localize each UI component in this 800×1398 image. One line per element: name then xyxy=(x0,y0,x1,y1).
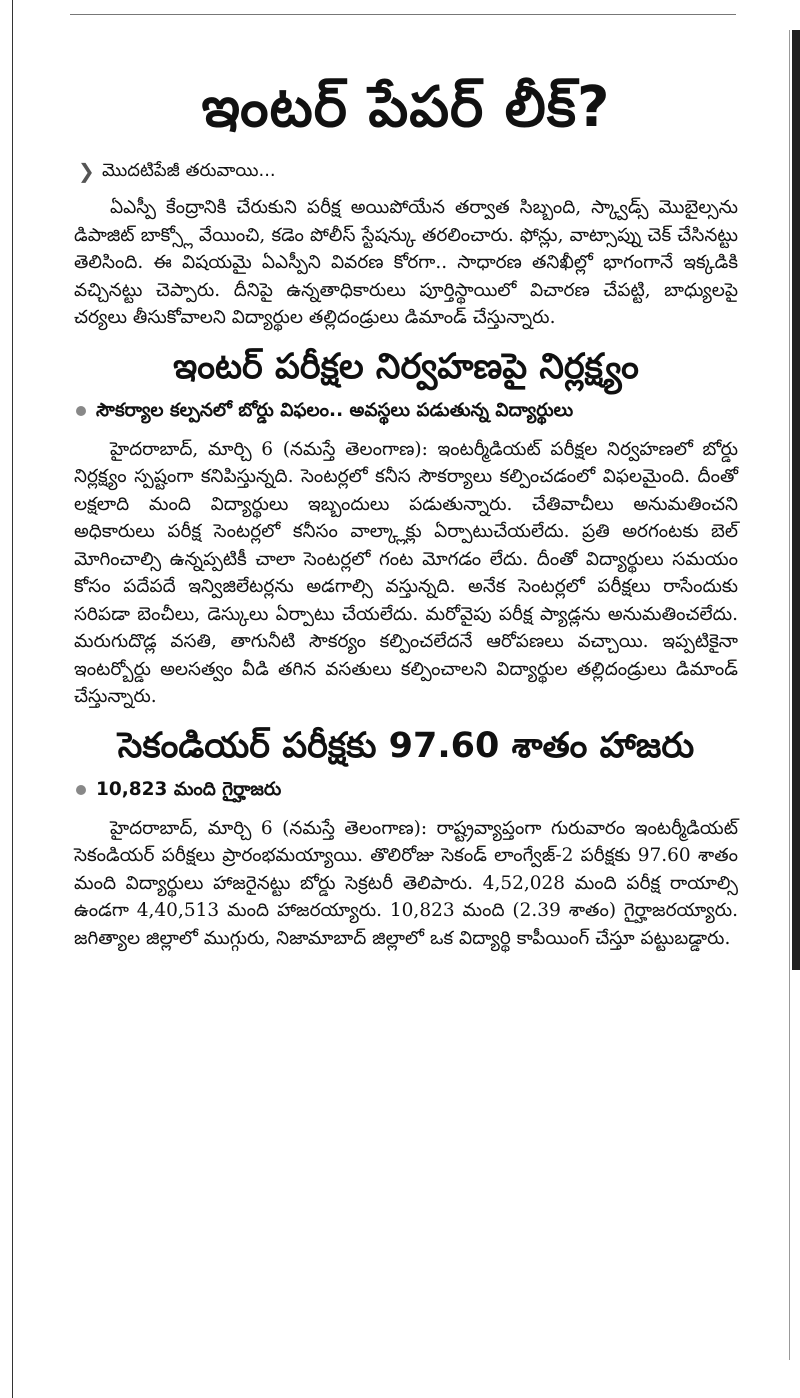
right-column-rule xyxy=(789,30,790,1360)
section-heading-exam-negligence: ఇంటర్ పరీక్షల నిర్వహణపై నిర్లక్ష్యం xyxy=(173,346,639,387)
intro-paragraph: ఏఎస్పీ కేంద్రానికి చేరుకుని పరీక్ష అయిపోయేన తర్వాత సిబ్బంది, స్క్వాడ్స్ మొబైల్సను డిపాజిట్ బాక్స్లో వేయించి, కడెం పోలీస్ స్టేషన్కు తరలించారు. ఫోన్లు, వాట్సాప్ను చెక్ చేసినట్టు తెలిసింది. ఈ విషయమై ఏఎస్పీని వివరణ కోరగా.. సాధారణ తనిఖీల్లో భాగంగానే ఇక్కడికి వచ్చినట్టు చెప్పారు. దీనిపై ఉన్నతాధికారులు పూర్తిస్థాయిలో విచారణ చేపట్టి, బాధ్యులపై చర్యలు తీసుకోవాలని విద్యార్థుల తల్లిదండ్రులు డిమాండ్ చేస్తున్నారు. xyxy=(74,197,738,328)
top-rule xyxy=(70,14,736,15)
section-paragraph-negligence: హైదరాబాద్, మార్చి 6 (నమస్తే తెలంగాణ): ఇంటర్మీడియట్ పరీక్షల నిర్వహణలో బోర్డు నిర్లక్ష్యం స్పష్టంగా కనిపిస్తున్నది. సెంటర్లలో కనీస సౌకర్యాలు కల్పించడంలో విఫలమైంది. దీంతో లక్షలాది మంది విద్యార్థులు ఇబ్బందులు పడుతున్నారు. చేతివాచీలు అనుమతించని అధికారులు పరీక్ష సెంటర్లలో కనీసం వాల్క్లాక్లు ఏర్పాటుచేయలేదు. ప్రతి అరగంటకు బెల్ మోగించాల్సి ఉన్నప్పటికీ చాలా సెంటర్లలో గంట మోగడం లేదు. దీంతో విద్యార్థులు సమయం కోసం పదేపదే ఇన్విజిలేటర్లను అడగాల్సి వస్తున్నది. అనేక సెంటర్లలో పరీక్షలు రాసేందుకు సరిపడా బెంచీలు, డెస్కులు ఏర్పాటు చేయలేదు. మరోవైపు పరీక్ష ప్యాడ్లను అనుమతించలేదు. మరుగుదొడ్ల వసతి, తాగునీటి సౌకర్యం కల్పించలేదనే ఆరోపణలు వచ్చాయి. ఇప్పటికైనా ఇంటర్బోర్డు అలసత్వం వీడి తగిన వసతులు కల్పించాలని విద్యార్థుల తల్లిదండ్రులు డిమాండ్ చేస్తున్నారు. xyxy=(74,438,738,707)
bullet-text: 10,823 మంది గైర్హాజరు xyxy=(96,778,282,800)
section-paragraph-attendance: హైదరాబాద్, మార్చి 6 (నమస్తే తెలంగాణ): రాష్ట్రవ్యాప్తంగా గురువారం ఇంటర్మీడియట్ సెకండియర్ పరీక్షలు ప్రారంభమయ్యాయి. తొలిరోజు సెకండ్ లాంగ్వేజ్-2 పరీక్షకు 97.60 శాతం మంది విద్యార్థులు హాజరైనట్టు బోర్డు సెక్రటరీ తెలిపారు. 4,52,028 మంది పరీక్ష రాయాల్సి ఉండగా 4,40,513 మంది హాజరయ్యారు. 10,823 మంది (2.39 శాతం) గైర్హాజరయ్యారు. జగిత్యాల జిల్లాలో ముగ్గురు, నిజామాబాద్ జిల్లాలో ఒక విద్యార్థి కాపీయింగ్ చేస్తూ పట్టుబడ్డారు. xyxy=(74,817,738,949)
news-article xyxy=(74,30,738,952)
continued-label: మొదటిపేజీ తరువాయి... xyxy=(102,160,276,181)
bullet-text: సౌకర్యాల కల్పనలో బోర్డు విఫలం.. అవస్థలు పడుతున్న విద్యార్థులు xyxy=(96,399,574,421)
bullet-dot-icon xyxy=(76,406,86,416)
continued-from-front-page xyxy=(78,158,738,184)
section-heading-attendance: సెకండియర్ పరీక్షకు 97.60 శాతం హాజరు xyxy=(117,725,695,766)
bullet-dot-icon xyxy=(76,785,86,795)
chevron-right-icon: ❯ xyxy=(78,159,95,183)
section-bullet xyxy=(76,775,738,805)
right-column-border xyxy=(792,30,800,970)
adjacent-column-edge xyxy=(0,0,13,1398)
headline: ఇంటర్ పేపర్ లీక్? xyxy=(201,75,611,140)
section-bullet xyxy=(76,396,738,426)
